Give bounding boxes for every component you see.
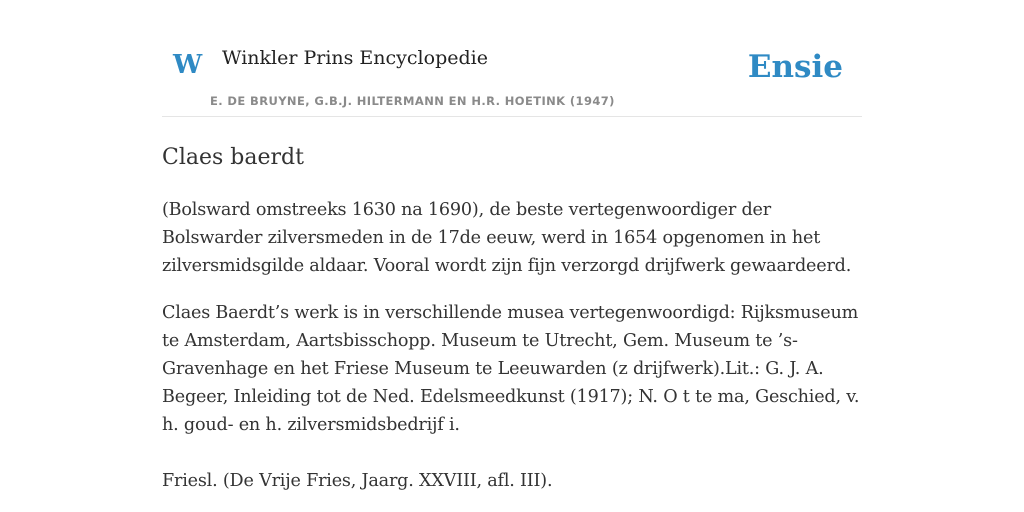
publication-header [162,0,862,117]
article-paragraph: Friesl. (De Vrije Fries, Jaarg. XXVIII, afl. III). [162,470,553,491]
article-paragraph: Claes Baerdt’s werk is in verschillende musea vertegenwoordigd: Rijksmuseum te Amsterdam, Aartsbisschopp. Museum te Utrecht, Gem. Museum te ’s-Gravenhage en het Friese Museum te Leeuwarden (z drijfwerk).Lit.: G. J. A. Begeer, Inleiding tot de Ned. Edelsmeedkunst (1917); N. O t te ma, Geschied, v. h. goud- en h. zilversmidsbedrijf i. [162,302,860,435]
article-paragraph: (Bolsward omstreeks 1630 na 1690), de beste vertegenwoordiger der Bolswarder zilversmeden in de 17de eeuw, werd in 1654 opgenomen in het zilversmidsgilde aldaar. Vooral wordt zijn fijn verzorgd drijfwerk gewaardeerd. [162,199,852,276]
winkler-prins-logo[interactable]: W [173,50,203,80]
article-title: Claes baerdt [162,145,304,170]
publication-title[interactable]: Winkler Prins Encyclopedie [222,47,488,69]
article-card [162,0,862,495]
publication-authors: E. DE BRUYNE, G.B.J. HILTERMANN EN H.R. HOETINK (1947) [210,94,615,108]
ensie-logo[interactable]: Ensie [747,49,843,85]
